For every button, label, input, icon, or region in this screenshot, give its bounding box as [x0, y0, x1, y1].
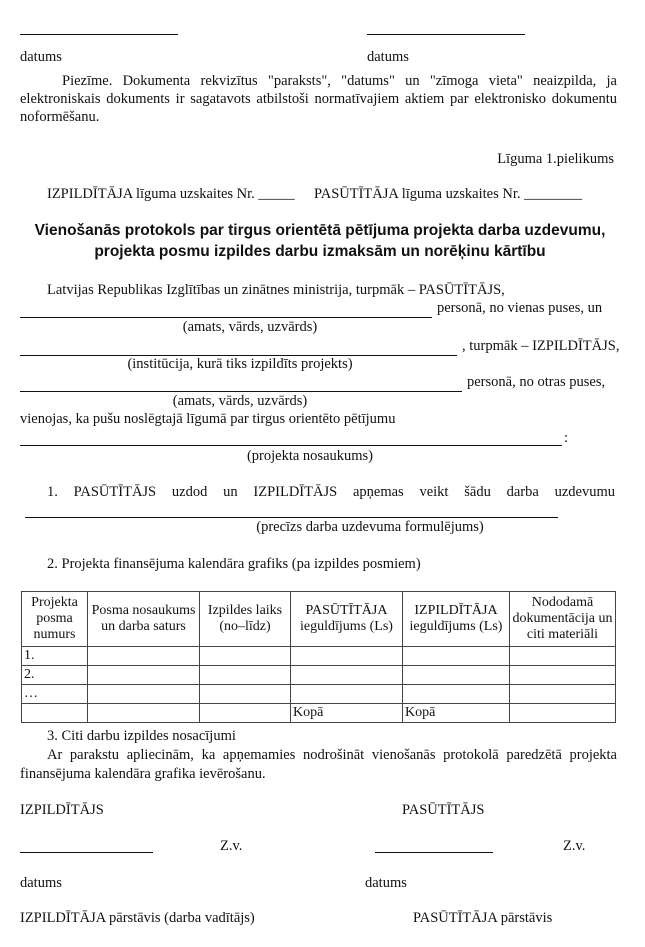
table-cell	[510, 647, 616, 666]
table-row	[22, 647, 616, 666]
column-header: Projekta posma numurs	[22, 592, 88, 647]
table-cell	[510, 704, 616, 723]
table-cell	[291, 666, 403, 685]
contractor-representative-label: IZPILDĪTĀJA pārstāvis (darba vadītājs)	[20, 910, 255, 926]
table-cell	[200, 647, 291, 666]
table-header-row	[22, 592, 616, 647]
contractor-representative-line	[20, 391, 462, 392]
note-paragraph: Piezīme. Dokumenta rekvizītus "paraksts", "datums" un "zīmoga vieta" neaizpilda, ja elektroniskais dokuments ir sagatavots atbilstoši normatīvajiem aktiem par elektronisko dokumentu noformēšanu.	[20, 73, 617, 125]
client-registration-number: PASŪTĪTĀJA līguma uzskaites Nr. ________	[314, 186, 583, 202]
section-2-heading: 2. Projekta finansējuma kalendāra grafiks (pa izpildes posmiem)	[47, 556, 421, 572]
project-name-line	[20, 445, 562, 446]
top-date-label-left: datums	[20, 49, 62, 65]
task-formulation-line	[25, 517, 558, 518]
client-signature-line	[375, 852, 493, 853]
table-row	[22, 685, 616, 704]
client-representative-suffix: personā, no vienas puses, un	[437, 300, 603, 316]
client-date-label: datums	[365, 875, 407, 891]
table-cell	[291, 647, 403, 666]
project-name-caption: (projekta nosaukums)	[246, 448, 374, 464]
contractor-signature-line	[20, 852, 153, 853]
table-cell	[200, 685, 291, 704]
contractor-institution-suffix: , turpmāk – IZPILDĪTĀJS,	[462, 338, 620, 354]
table-cell	[88, 685, 200, 704]
client-representative-caption: (amats, vārds, uzvārds)	[182, 319, 318, 335]
top-signature-line-right	[367, 34, 525, 35]
top-signature-line-left	[20, 34, 178, 35]
column-header: IZPILDĪTĀJA ieguldījums (Ls)	[403, 592, 510, 647]
document-title: Vienošanās protokols par tirgus orientētā pētījuma projekta darba uzdevumu, projekta posmu izpildes darbu izmaksām un norēķinu kārtību	[34, 222, 606, 260]
table-cell	[510, 666, 616, 685]
contractor-institution-caption: (institūcija, kurā tiks izpildīts projekts)	[127, 356, 353, 372]
table-cell: 2.	[22, 666, 88, 685]
table-cell	[510, 685, 616, 704]
table-cell	[88, 666, 200, 685]
contractor-stamp-place: Z.v.	[220, 838, 243, 854]
table-cell	[403, 685, 510, 704]
task-formulation-caption: (precīzs darba uzdevuma formulējums)	[256, 519, 484, 535]
table-cell: …	[22, 685, 88, 704]
table-cell	[88, 647, 200, 666]
top-date-label-right: datums	[367, 49, 409, 65]
parties-intro: Latvijas Republikas Izglītības un zinātnes ministrija, turpmāk – PASŪTĪTĀJS,	[47, 282, 505, 298]
contractor-representative-suffix: personā, no otras puses,	[467, 374, 606, 390]
client-representative-line	[20, 317, 432, 318]
financing-schedule-table	[21, 591, 616, 723]
appendix-label: Līguma 1.pielikums	[497, 151, 614, 167]
table-cell	[22, 704, 88, 723]
table-total-row	[22, 704, 616, 723]
client-representative-label: PASŪTĪTĀJA pārstāvis	[413, 910, 553, 926]
contractor-representative-caption: (amats, vārds, uzvārds)	[172, 393, 308, 409]
table-cell	[403, 647, 510, 666]
contractor-date-label: datums	[20, 875, 62, 891]
section-3-text: Ar parakstu apliecinām, ka apņemamies nodrošināt vienošanās protokolā paredzētā projekta finansējuma kalendāra grafika ievērošanu.	[20, 747, 617, 782]
table-cell	[200, 704, 291, 723]
column-header: PASŪTĪTĀJA ieguldījums (Ls)	[291, 592, 403, 647]
agreement-text: vienojas, ka pušu noslēgtajā līgumā par tirgus orientēto pētījumu	[20, 411, 396, 427]
project-name-colon: :	[564, 430, 569, 446]
client-stamp-place: Z.v.	[563, 838, 586, 854]
section-3-heading: 3. Citi darbu izpildes nosacījumi	[47, 728, 236, 744]
client-label: PASŪTĪTĀJS	[402, 802, 485, 818]
table-cell: Kopā	[403, 704, 510, 723]
table-cell	[88, 704, 200, 723]
table-cell	[403, 666, 510, 685]
table-row	[22, 666, 616, 685]
column-header: Posma nosaukums un darba saturs	[88, 592, 200, 647]
table-cell	[291, 685, 403, 704]
table-cell: 1.	[22, 647, 88, 666]
contractor-registration-number: IZPILDĪTĀJA līguma uzskaites Nr. _____	[47, 186, 295, 202]
table-cell: Kopā	[291, 704, 403, 723]
table-cell	[200, 666, 291, 685]
section-1-text: 1. PASŪTĪTĀJS uzdod un IZPILDĪTĀJS apņemas veikt šādu darba uzdevumu	[47, 484, 615, 500]
column-header: Izpildes laiks (no–līdz)	[200, 592, 291, 647]
column-header: Nododamā dokumentācija un citi materiāli	[510, 592, 616, 647]
contractor-label: IZPILDĪTĀJS	[20, 802, 104, 818]
